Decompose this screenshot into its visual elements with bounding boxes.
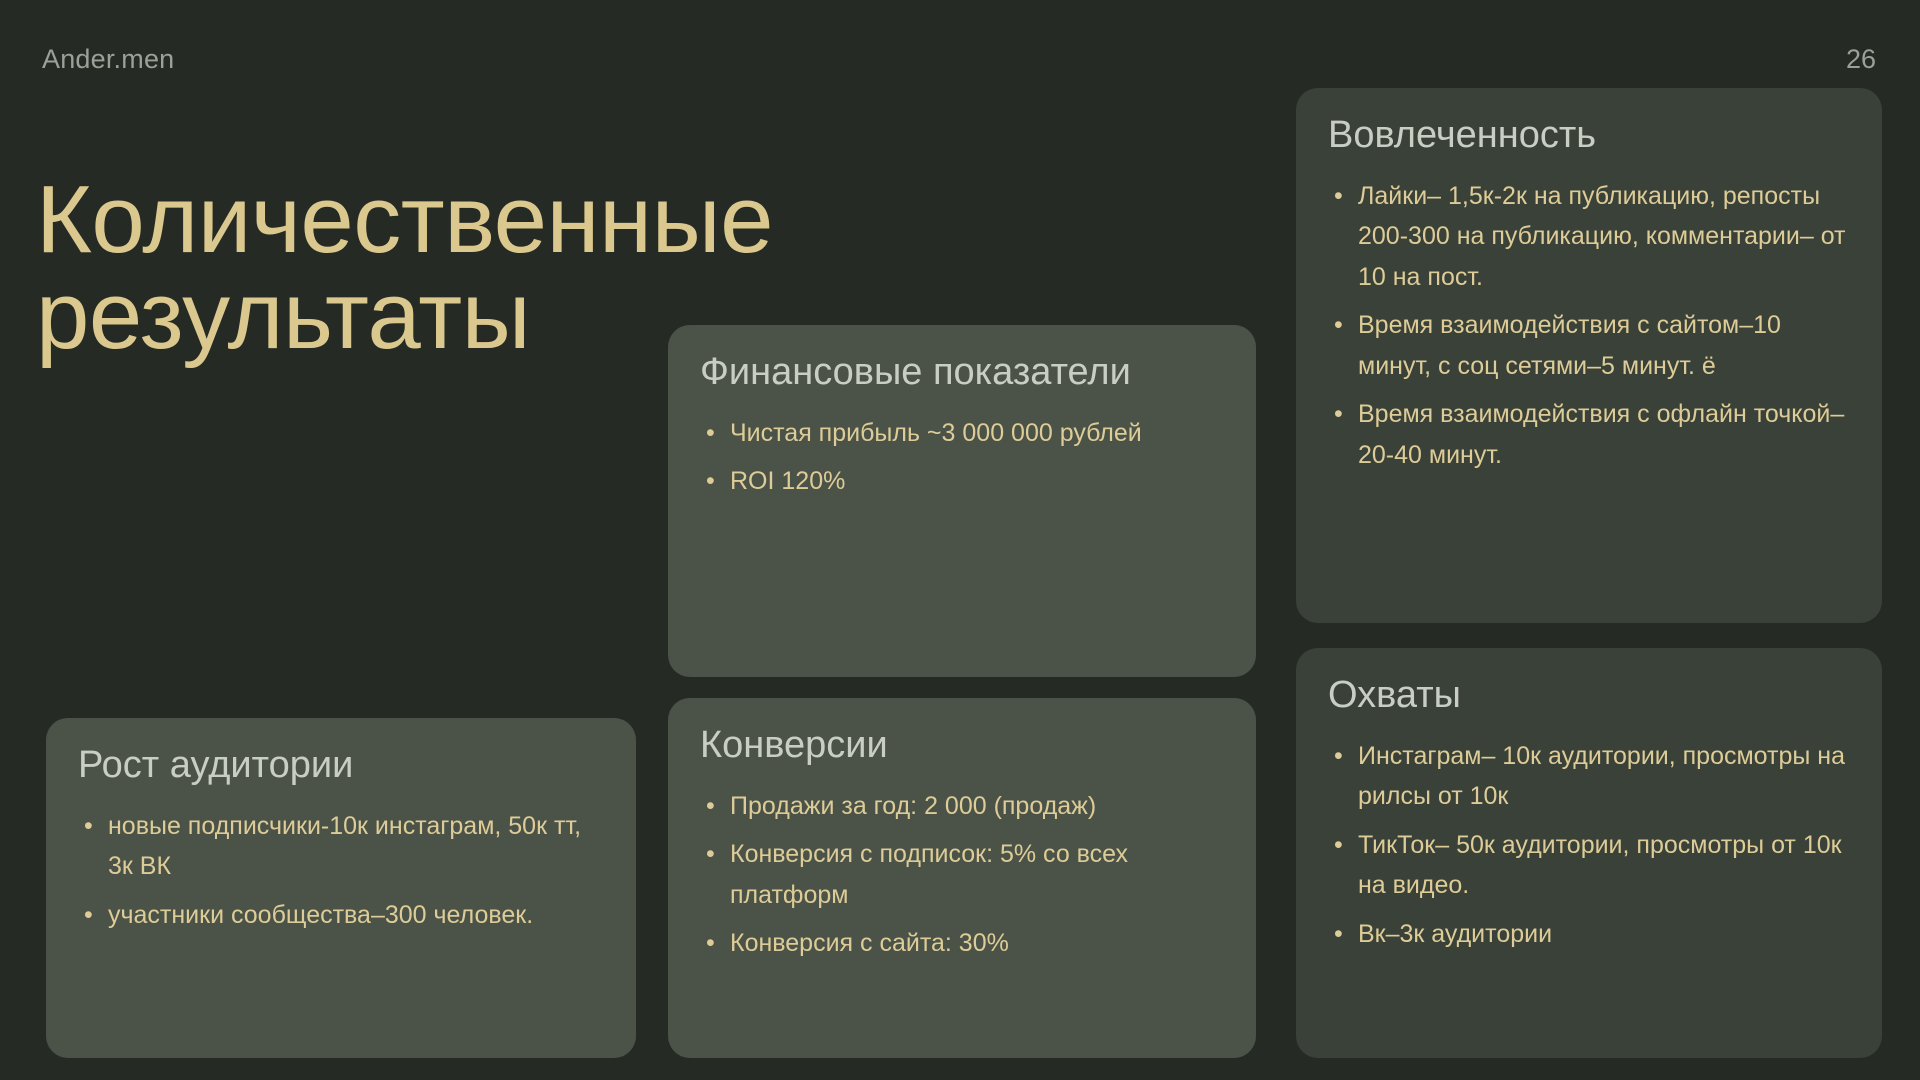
list-item: • Время взаимодействия с офлайн точкой– 20-40 минут. — [1328, 394, 1852, 475]
card-conversion — [668, 698, 1256, 1058]
card-conversion-list — [700, 786, 1226, 964]
card-engagement-title: Вовлеченность — [1328, 114, 1597, 156]
list-item: • ROI 120% — [700, 461, 1226, 502]
list-item: • Конверсия с сайта: 30% — [700, 923, 1226, 964]
card-audience-title: Рост аудитории — [78, 744, 354, 786]
list-item: • участники сообщества–300 человек. — [78, 895, 606, 936]
page-number: 26 — [1845, 44, 1876, 74]
card-audience — [46, 718, 636, 1058]
card-reach — [1296, 648, 1882, 1058]
card-conversion-title: Конверсии — [700, 724, 888, 766]
card-finance-title: Финансовые показатели — [700, 351, 1131, 393]
list-item: • Конверсия с подписок: 5% со всех платформ — [700, 834, 1226, 915]
list-item: • ТикТок– 50к аудитории, просмотры от 10к на видео. — [1328, 825, 1852, 906]
card-audience-list — [78, 806, 606, 936]
page-title: Количественные результаты — [36, 166, 773, 370]
brand-label: Ander.men — [42, 44, 175, 74]
card-finance — [668, 325, 1256, 677]
list-item: • Время взаимодействия с сайтом–10 минут, с соц сетями–5 минут. ё — [1328, 305, 1852, 386]
card-finance-list — [700, 413, 1226, 502]
list-item: • новые подписчики-10к инстаграм, 50к тт, 3к ВК — [78, 806, 606, 887]
card-reach-title: Охваты — [1328, 674, 1461, 716]
card-reach-list — [1328, 736, 1852, 955]
list-item: • Продажи за год: 2 000 (продаж) — [700, 786, 1226, 827]
list-item: • Лайки– 1,5к-2к на публикацию, репосты 200-300 на публикацию, комментарии– от 10 на пост. — [1328, 176, 1852, 298]
list-item: • Вк–3к аудитории — [1328, 914, 1852, 955]
list-item: • Инстаграм– 10к аудитории, просмотры на рилсы от 10к — [1328, 736, 1852, 817]
card-engagement — [1296, 88, 1882, 623]
list-item: • Чистая прибыль ~3 000 000 рублей — [700, 413, 1226, 454]
card-engagement-list — [1328, 176, 1852, 476]
